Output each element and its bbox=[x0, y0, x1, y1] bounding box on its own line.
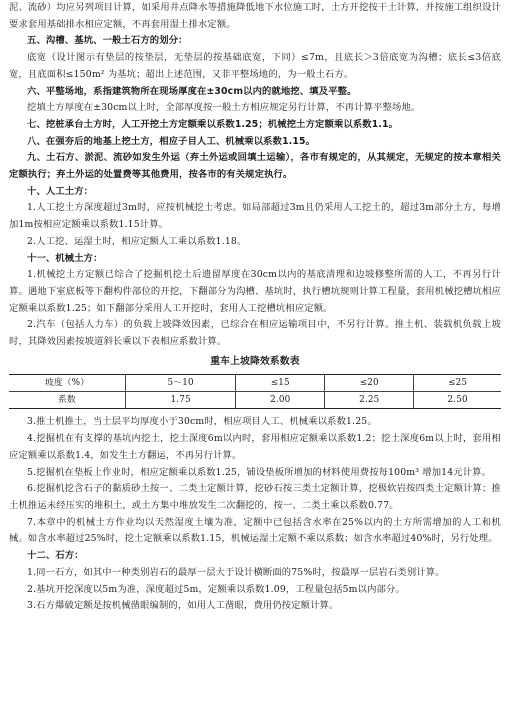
section-heading: 五、沟槽、基坑、一般土石方的划分： bbox=[27, 35, 188, 47]
table-header-cell: 坡度（%） bbox=[9, 375, 126, 392]
paragraph: 5.挖掘机在垫板上作业时，相应定额乘以系数1.25，铺设垫板所增加的材料使用费按每100m³ 增加14元计算。 bbox=[27, 466, 492, 478]
paragraph: 泥、流砂）均应另列项目计算，如采用井点降水等措施降低地下水位施工时，土方开挖按干土计算，并按施工组织设计要求套用基础排水相应定额，不再套用湿土排水定额。 bbox=[9, 2, 501, 30]
table-title: 重车上坡降效系数表 bbox=[210, 355, 300, 367]
section-heading: 十二、石方： bbox=[27, 550, 84, 562]
slope-coefficient-table bbox=[9, 374, 501, 409]
paragraph: 7.本章中的机械土方作业均以天然湿度土壤为准，定额中已包括含水率在25%以内的土方所需增加的人工和机械。如含水率超过25%时，挖土定额乘以系数1.15，机械运湿土定额不乘以系数；如含水率超过40%时，另行处理。 bbox=[9, 516, 501, 545]
paragraph: 2.基坑开挖深度以5m为准，深度超过5m，定额乘以系数1.09，工程量包括5m以内部分。 bbox=[27, 583, 405, 595]
paragraph: 3.推土机推土，当土层平均厚度小于30cm时，相应项目人工、机械乘以系数1.25。 bbox=[27, 416, 377, 428]
table-cell: 2.00 bbox=[236, 392, 325, 409]
document-page bbox=[9, 0, 501, 615]
table-header-cell: ≤25 bbox=[414, 375, 501, 392]
paragraph: 底宽（设计图示有垫层的按垫层，无垫层的按基础底宽，下同）≤7m，且底长＞3倍底宽为沟槽；底长≤3倍底宽，且底面积≤150m² 为基坑；超出上述范围，又非平整场地的，为一般土石方。 bbox=[9, 52, 501, 80]
paragraph: 4.挖掘机在有支撑的基坑内挖土，挖土深度6m以内时，套用相应定额乘以系数1.2；挖土深度6m以上时，套用相应定额乘以系数1.4，如发生土方翻运，不再另行计算。 bbox=[9, 433, 501, 461]
table-cell: 2.25 bbox=[325, 392, 414, 409]
table-header-cell: ≤15 bbox=[236, 375, 325, 392]
paragraph: 1.机械挖土方定额已综合了挖掘机挖土后遗留厚度在30cm以内的基底清理和边坡修整所需的人工，不再另行计算。遇地下室底板等下翻构件部位的开挖，下翻部分为沟槽、基坑时，执行槽坑规则计算工程量，套用机械挖槽坑相应定额乘以系数1.25；如下翻部分采用人工开挖时，套用人工挖槽坑相应定额。 bbox=[9, 269, 501, 314]
table-cell: 2.50 bbox=[414, 392, 501, 409]
paragraph: 1.同一石方，如其中一种类别岩石的最厚一层大于设计横断面的75%时，按最厚一层岩石类别计算。 bbox=[27, 566, 445, 578]
table-header-cell: ≤20 bbox=[325, 375, 414, 392]
paragraph: 6.挖掘机挖含石子的黏质砂土按一、二类土定额计算，挖砂石按三类土定额计算，挖极软岩按四类土定额计算；推土机推运未经压实的堆积土，或土方集中堆放发生二次翻挖的，按一、二类土乘以系数0.77。 bbox=[9, 483, 501, 511]
section-heading: 七、挖桩承台土方时，人工开挖土方定额乘以系数1.25；机械挖土方定额乘以系数1.1。 bbox=[27, 118, 399, 130]
section-heading: 八、在强夯后的地基上挖土方，相应子目人工、机械乘以系数1.15。 bbox=[27, 135, 316, 147]
section-heading: 十、人工土方： bbox=[27, 185, 94, 197]
section-heading: 九、土石方、淤泥、流砂如发生外运（弃土外运或回填土运输），各市有规定的，从其规定，无规定的按本章相关定额执行；弃土外运的处置费等其他费用，按各市的有关规定执行。 bbox=[9, 152, 501, 181]
text-block-lower bbox=[9, 414, 501, 614]
table-row bbox=[9, 392, 501, 409]
paragraph: 2.汽车（包括人力车）的负载上坡降效因素，已综合在相应运输项目中，不另行计算。推土机、装载机负载上坡时，其降效因素按坡道斜长乘以下表相应系数计算。 bbox=[9, 319, 501, 348]
text-block-upper bbox=[9, 0, 501, 351]
section-heading: 六、平整场地，系指建筑物所在现场厚度在±30cm以内的就地挖、填及平整。 bbox=[27, 85, 357, 97]
paragraph: 1.人工挖土方深度超过3m时，应按机械挖土考虑。如局部超过3m且仍采用人工挖土的，超过3m部分土方，每增加1m按相应定额乘以系数1.15计算。 bbox=[9, 202, 501, 231]
table-cell: 1.75 bbox=[126, 392, 236, 409]
section-heading: 十一、机械土方： bbox=[27, 252, 103, 264]
paragraph: 2.人工挖、运湿土时，相应定额人工乘以系数1.18。 bbox=[27, 235, 247, 247]
paragraph: 挖填土方厚度在±30cm以上时，全部厚度按一般土方相应规定另行计算，不再计算平整场地。 bbox=[27, 102, 421, 114]
table-cell: 系数 bbox=[58, 394, 76, 405]
table-header-cell: 5～10 bbox=[126, 375, 236, 392]
table-header-row bbox=[9, 375, 501, 392]
paragraph: 3.石方爆破定额是按机械凿眼编制的，如用人工凿眼，费用仍按定额计算。 bbox=[27, 600, 339, 612]
